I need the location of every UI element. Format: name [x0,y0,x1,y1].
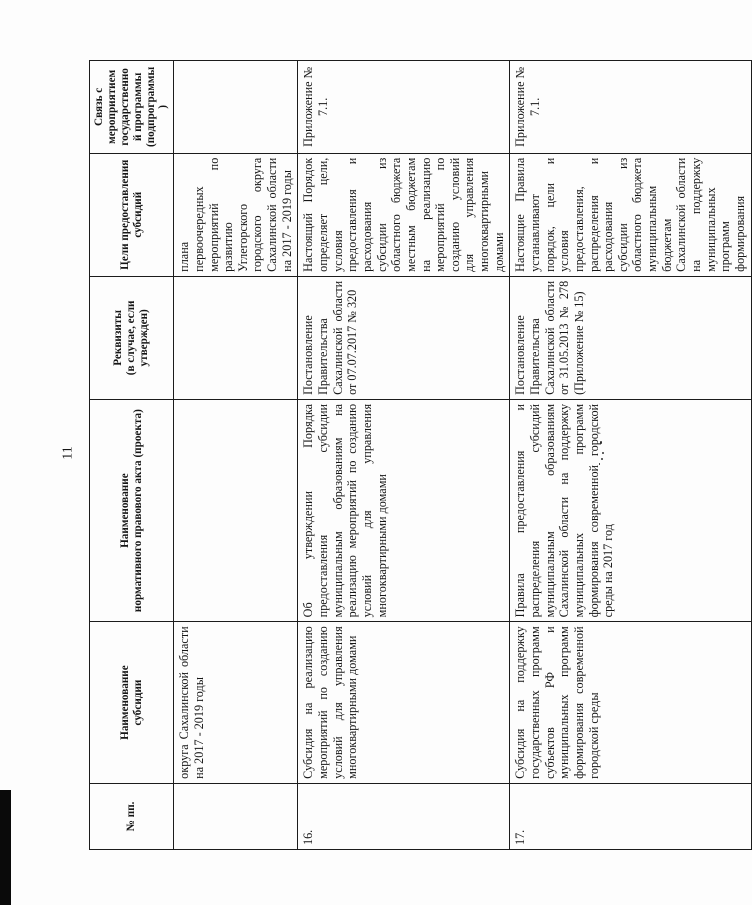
cell-goals: Настоящий Порядок определяет цели, условия предоставления и расходования субсидии из областного бюджета местным бюджетам на реализацию мероприятий по созданию условий для управления многоквартирными домами [298,153,510,276]
header-act-name-line2: нормативного правового акта (проекта) [131,409,144,613]
table-row [510,61,751,850]
scan-dark-edge [0,790,11,905]
cell-program-link: Приложение № 7.1. [298,61,510,154]
header-act-name-line1: Наименование [118,473,131,548]
header-goals [90,153,174,276]
subsidy-table-frame [89,60,747,850]
cell-goals: плана первоочередных мероприятий по развитию Углегорского городского округа Сахалинской области на 2017 - 2019 годы [174,153,298,276]
header-act-name [90,399,174,621]
subsidy-table [89,60,752,850]
cell-subsidy-name: Субсидия на поддержку государственных программ субъектов РФ и муниципальных программ формирования современной городской среды [510,622,751,784]
header-goals-line2: субсидий [131,191,144,238]
cell-act-name: Об утверждении Порядка предоставления субсидии муниципальным образованиям на реализацию мероприятий по созданию условий для управления многоквартирными домами [298,399,510,621]
page-number: 11 [60,446,76,460]
header-goals-line1: Цели предоставления [118,159,131,270]
cell-requisites: Постановление Правительства Сахалинской области от 31.05.2013 № 278 (Приложение № 15) [510,276,751,399]
cell-num: 17. [510,783,751,849]
header-program-link-text: Связь с мероприятием государственной программы (подпрограммы) [93,66,170,147]
header-subsidy-name-line1: Наименование [118,665,131,740]
table-row [298,61,510,850]
cell-requisites: Постановление Правительства Сахалинской области от 07.07.2017 № 320 [298,276,510,399]
header-requisites-line2: (в случае, если утвержден) [125,300,151,376]
cell-program-link [174,61,298,154]
cell-act-name [174,399,298,621]
header-subsidy-name-line2: субсидии [131,679,144,726]
cell-subsidy-name: Субсидия на реализацию мероприятий по созданию условий для управления многоквартирными домами [298,622,510,784]
cell-num: 16. [298,783,510,849]
cell-act-name: Правила предоставления и распределения субсидий муниципальным образованиям Сахалинской области на поддержку муниципальных программ формирования современной городской среды на 2017 год [510,399,751,621]
header-program-link [90,61,174,154]
header-requisites [90,276,174,399]
header-num: № пп. [90,783,174,849]
table-row [174,61,298,850]
cell-program-link: Приложение № 7.1. [510,61,751,154]
table-header-row [90,61,174,850]
cell-requisites [174,276,298,399]
header-subsidy-name [90,622,174,784]
cell-subsidy-name: округа Сахалинской области на 2017 - 2019 годы [174,622,298,784]
header-requisites-line1: Реквизиты [112,309,125,366]
cell-num [174,783,298,849]
cell-goals: Настоящие Правила устанавливают порядок, цели и условия предоставления, распределения и расходования субсидии из областного бюджета муниципальным бюджетам Сахалинской области на поддержку муниципальных программ формирования [510,153,751,276]
